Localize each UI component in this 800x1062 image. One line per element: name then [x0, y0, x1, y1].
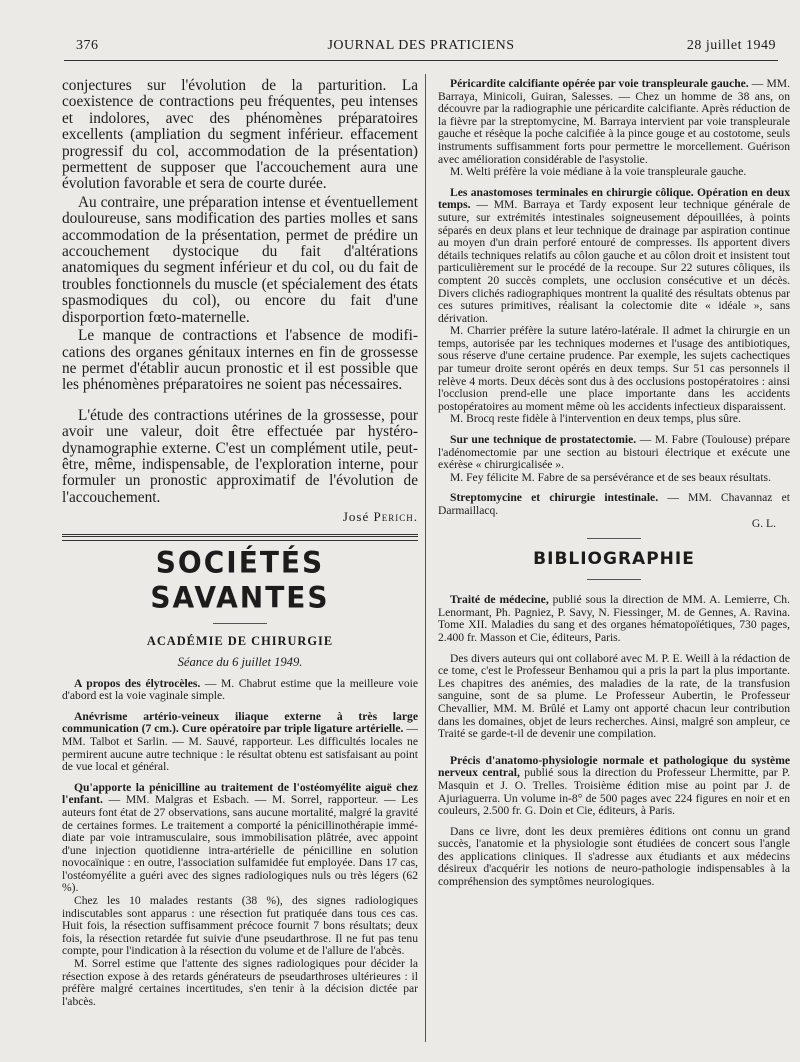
column-divider — [425, 74, 426, 1042]
report-title: Anévrisme artério-veineux iliaque externe à très large communication (7 cm.). Cure opératoire par triple ligature artérielle. — [62, 709, 418, 736]
section-divider — [62, 534, 418, 541]
section-banner: SOCIÉTÉS SAVANTES — [150, 544, 330, 615]
report-signature: G. L. — [751, 516, 776, 530]
article-continuation — [62, 78, 418, 526]
book-review: Traité de médecine, publié sous la direction de MM. A. Lemierre, Ch. Lenormant, Ph. Pagniez, P. Savy, N. Fiessinger, M. de Gennes, A. Ravina. Tome XII. Maladies du sang et des organes hématopoïétiques, 730 pages, 2.400 fr. Masson et Cie, éditeurs, Paris. — [438, 593, 790, 644]
paragraph: Le manque de contractions et l'absence de modifications des organes génitaux internes en fin de grossesse ne permet d'établir aucun pronostic et il est possible que les phénomènes préparatoires ne soient pas nécessaires. — [62, 327, 418, 394]
short-rule — [587, 579, 641, 580]
report-item: Péricardite calcifiante opérée par voie transpleurale gauche. — MM. Barraya, Minicoli, Guiran, Salesses. — Chez un homme de 38 ans, on découvre par la radiographie une péricardite calcifiante. Après réduction de la fièvre par la streptomycine, M. Barraya intervient par voie transpleurale gauche et résèque la poche calcifiée à la pince gouge et au costotome, seuls instruments suffisamment forts pour permettre le morcellement. Guérison avec amélioration considérable de l'asystolie. — [438, 77, 790, 166]
academy-heading: ACADÉMIE DE CHIRURGIE — [146, 633, 334, 648]
right-column — [438, 78, 790, 889]
page-header — [64, 34, 778, 61]
report-item: Streptomycine et chirurgie intestinale. — MM. Chavannaz et Darmaillacq. — [438, 491, 790, 517]
paragraph: Au contraire, une préparation intense et éventuellement douloureuse, sans modification des parties molles et sans accommodation de la présentation, permet de prédire un accouchement dystocique du fait d'altérations anatomiques du segment inférieur et du col, ou du fait de troubles fonctionnels du muscle (et spécialement des états spasmodiques du col), ou encore du fait d'une disporportion fœto-maternelle. — [62, 193, 418, 326]
report-title: Streptomycine et chirurgie intestinale. — [450, 491, 659, 505]
paragraph: Chez les 10 malades restants (38 %), des signes radiologiques indiscutables sont apparus : une résection fut pratiquée dans tous ces cas. Huit fois, la résection suffisamment précoce fournit 7 bons résultats; deux fois, la résection retardée fut suivie d'une pseudarthrose. Il ne fut pas tenu compte, pour l'indication à la résection du volume et de l'allure de l'abcès. — [62, 894, 418, 958]
paragraph: M. Sorrel estime que l'attente des signes radiologiques pour décider la résection expose à des retards générateurs de pseudarthroses ultérieures : il préfère malgré certaines incertitudes, s'en tenir à la décision dictée par l'abcès. — [62, 957, 418, 1008]
report-title: Les anastomoses terminales en chirurgie côlique. Opération en deux temps. — [438, 185, 790, 212]
paragraph: conjectures sur l'évolution de la parturition. La coexistence de contractions peu fréquentes, peu intenses et indolores, avec des phénomènes préparatoires excellents (ampliation du segment inférieur. effacement progressif du col, accommodation de la présentation) permettent de supposer que l'accouchement aura une évolution favorable et sera de courte durée. — [62, 77, 418, 193]
left-column — [62, 78, 418, 1008]
session-date: Séance du 6 juillet 1949. — [177, 654, 303, 669]
report-title: Sur une technique de prostatectomie. — [450, 433, 637, 447]
bibliography-heading: BIBLIOGRAPHIE — [533, 549, 695, 570]
paragraph: Des divers auteurs qui ont collaboré avec M. P. E. Weill à la rédaction de ce tome, c'est le Professeur Benhamou qui a pris la part la plus importante. Les chapitres des anémies, des maladies de la rate, de la transfusion sanguine, sont de sa plume. Le Professeur Aubertin, le Professeur Chevallier, MM. M. Brûlé et Lamy ont apporté chacun leur contribution dans les domaines, objet de leurs recherches. Ainsi, malgré son ampleur, ce Traité se garde-t-il de devenir une compilation. — [438, 651, 790, 741]
paragraph: M. Fey félicite M. Fabre de sa persévérance et de ses beaux résultats. — [450, 470, 771, 484]
page-number: 376 — [76, 38, 99, 53]
session-reports — [62, 678, 418, 1009]
journal-title: JOURNAL DES PRATICIENS — [327, 38, 515, 53]
report-item: Les anastomoses terminales en chirurgie côlique. Opération en deux temps. — MM. Barraya et Tardy exposent leur technique générale de suture, sur extrémités intestinales soigneusement dépouillées, à points séparés en deux plans et leur technique de drainage par aspiration continue au moyen d'un drain perforé entouré de compresses. Ils apportent divers détails techniques relatifs au côlon gauche et au côlon droit et insistent tout particulièrement sur le procédé de la recoupe. Sur 22 sutures côliques, ils comptent 20 succès complets, une occlusion consécutive et un décès. Divers clichés radiographiques montrent la qualité des résultats obtenus par ces sutures primitives, réalisant la colectomie dite « idéale », sans dérivation. — [438, 185, 790, 325]
issue-date: 28 juillet 1949 — [686, 38, 776, 53]
short-rule — [213, 623, 267, 624]
report-title: Péricardite calcifiante opérée par voie transpleurale gauche. — [450, 77, 749, 90]
report-item: Sur une technique de prostatectomie. — M. Fabre (Toulouse) prépare l'adénomectomie par une section au bistouri électrique et exécute une exérèse « chirurgicalisée ». — [438, 433, 790, 472]
book-review: Précis d'anatomo-physiologie normale et pathologique du système nerveux central, publié sous la direction du Professeur Lhermitte, par P. Masquin et J. O. Trelles. Troisième édition mise au point par J. de Ajuriaguerra. Un volume in-8° de 500 pages avec 224 figures en noir et en couleurs, 2.500 fr. G. Doin et Cie, éditeurs, à Paris. — [438, 753, 790, 818]
report-item: Qu'apporte la pénicilline au traitement de l'ostéomyélite aiguë chez l'enfant. — MM. Malgras et Esbach. — M. Sorrel, rapporteur. — Les auteurs font état de 27 observations, sans aucune mortalité, malgré la gravité de certaines formes. Le traitement a comporté la pénicillinothérapie immédiate par voie intramusculaire, sous immobilisation plâtrée, avec appoint d'une injection quotidienne intra-artérielle de pénicilline en solution novocaïnique : en outre, l'association sulfamidée fut employée. Dans 17 cas, l'ostéomyélite a guéri avec des signes radiologiques nuls ou très légers (62 %). — [62, 780, 418, 895]
report-title: A propos des élytrocèles. — [74, 676, 201, 690]
bibliography-entries — [438, 594, 790, 888]
paragraph: L'étude des contractions utérines de la grossesse, pour avoir une valeur, doit être effectuée par hystérodynamographie externe. C'est un complément utile, peut-être, même, indispensable, de l'exploration interne, pour formuler un pronostic approximatif de l'évolution de l'accouchement. — [62, 406, 418, 506]
paragraph: M. Welti préfère la voie médiane à la voie transpleurale gauche. — [450, 165, 747, 179]
book-title: Traité de médecine, — [450, 593, 549, 607]
short-rule — [587, 538, 641, 539]
paragraph: Dans ce livre, dont les deux premières éditions ont connu un grand succès, l'anatomie et la physiologie sont étudiées de concert sous l'angle des applications cliniques. Il s'adresse aux étudiants et aux médecins désireux d'acquérir les notions de neuro-pathologie indispensables à la compréhension des symptômes neurologiques. — [438, 824, 790, 889]
report-item: Anévrisme artério-veineux iliaque externe à très large communication (7 cm.). Cure opératoire par triple ligature artérielle. — MM. Talbot et Sarlin. — M. Sauvé, rapporteur. Les difficultés locales ne permirent aucune autre technique : le résultat obtenu est satisfaisant au point de vue local et général. — [62, 709, 418, 774]
article-signature: José Perich. — [342, 509, 418, 525]
report-item: A propos des élytrocèles. — M. Chabrut estime que la meilleure voie d'abord est la voie vaginale simple. — [62, 676, 418, 703]
session-reports-continued — [438, 78, 790, 530]
paragraph: M. Charrier préfère la suture latéro-latérale. Il admet la chirurgie en un temps, autorisée par les techniques modernes et l'usage des antibiotiques, sous réserve d'une certaine prudence. Par exemple, les sujets cachectiques par tumeur droite seront opérés en deux temps. Sur 51 cas personnels il relève 4 morts. Deux décès sont dus à des occlusions postopératoires : ainsi l'occlusion prend-elle une place importante dans les accidents postopératoires au moment même où les accidents infectieux disparaissent. — [438, 324, 790, 413]
book-title: Précis d'anatomo-physiologie normale et pathologique du système nerveux central, — [438, 753, 790, 780]
paragraph: M. Brocq reste fidèle à l'intervention en deux temps, plus sûre. — [450, 412, 741, 426]
report-title: Qu'apporte la pénicilline au traitement de l'ostéomyélite aiguë chez l'enfant. — [62, 780, 418, 807]
